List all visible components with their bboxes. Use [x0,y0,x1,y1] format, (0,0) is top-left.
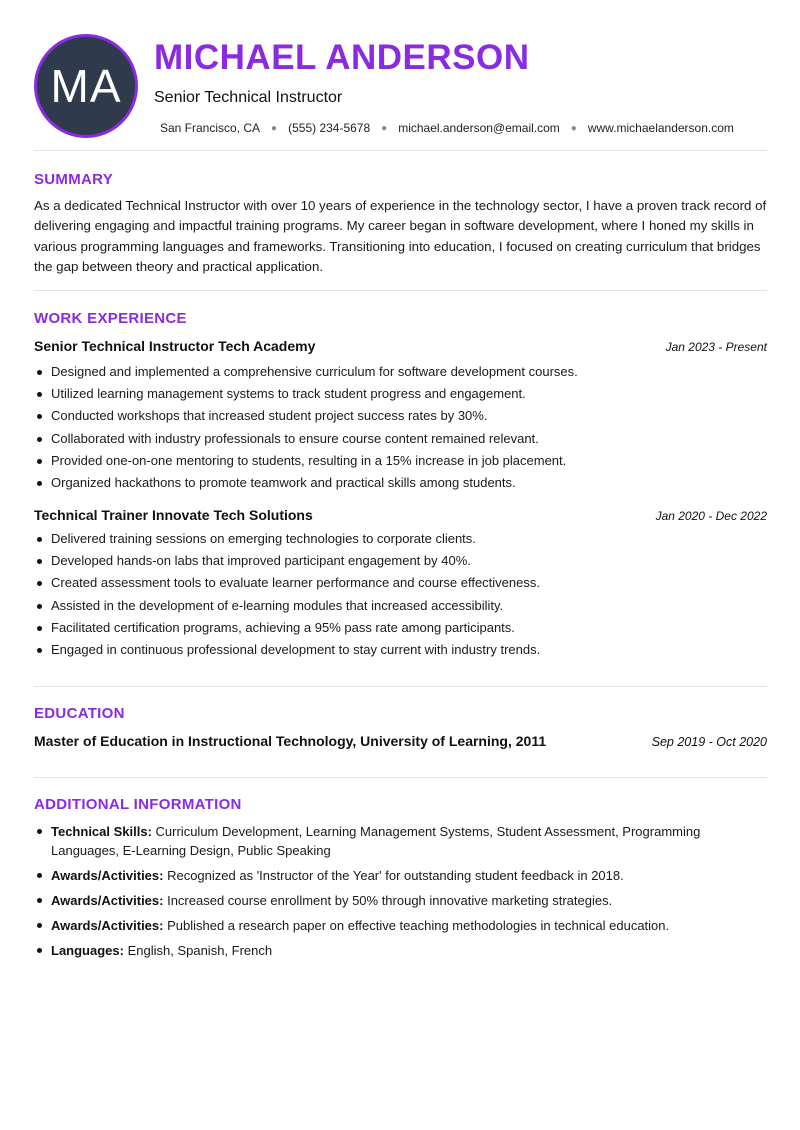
job-title: Technical Trainer Innovate Tech Solutions [34,507,313,523]
item-text: Increased course enrollment by 50% through innovative marketing strategies. [163,893,613,908]
work-experience-heading: WORK EXPERIENCE [34,310,187,327]
item-text: Curriculum Development, Learning Management Systems, Student Assessment, Programming Languages, E-Learning Design, Public Speaking [51,824,701,858]
education-entry [34,733,767,749]
item-label: Languages: [51,943,124,958]
item-label: Awards/Activities: [51,893,164,908]
list-item: Utilized learning management systems to track student progress and engagement. [34,383,767,405]
dot-separator-icon: ● [271,122,278,134]
contact-email[interactable]: michael.anderson@email.com [398,121,560,135]
education-heading: EDUCATION [34,705,125,722]
dot-separator-icon: ● [570,122,577,134]
summary-text: As a dedicated Technical Instructor with over 10 years of experience in the technology sector, I have a proven track record of delivering engaging and impactful training programs. My career began in software development, where I honed my skills in various programming languages and frameworks. Transitioning into education, I focused on creating curriculum that bridges the gap between theory and practical application. [34,198,767,274]
item-label: Awards/Activities: [51,918,164,933]
item-text: English, Spanish, French [123,943,273,958]
candidate-title: Senior Technical Instructor [154,89,343,106]
list-item: Facilitated certification programs, achieving a 95% pass rate among participants. [34,617,767,639]
avatar-initials: MA [50,60,122,112]
summary-heading: SUMMARY [34,171,114,188]
list-item [34,866,734,885]
list-item: Developed hands-on labs that improved participant engagement by 40%. [34,550,767,572]
additional-info-list [34,822,734,966]
job-bullets [34,528,767,661]
list-item: Provided one-on-one mentoring to students, resulting in a 15% increase in job placement. [34,450,767,472]
list-item: Organized hackathons to promote teamwork and practical skills among students. [34,472,767,494]
list-item [34,916,734,935]
contact-website[interactable]: www.michaelanderson.com [587,121,734,135]
education-degree: Master of Education in Instructional Technology, University of Learning, 2011 [34,733,547,749]
list-item: Created assessment tools to evaluate learner performance and course effectiveness. [34,572,767,594]
additional-info-heading: ADDITIONAL INFORMATION [34,796,242,813]
item-label: Technical Skills: [51,824,152,839]
contact-location: San Francisco, CA [160,121,261,135]
list-item: Engaged in continuous professional development to stay current with industry trends. [34,639,767,661]
list-item [34,822,734,860]
list-item: Conducted workshops that increased student project success rates by 30%. [34,405,767,427]
education-dates: Sep 2019 - Oct 2020 [651,735,767,749]
dot-separator-icon: ● [381,122,388,134]
contact-phone: (555) 234-5678 [288,121,371,135]
job-header [34,338,767,354]
item-label: Awards/Activities: [51,868,164,883]
item-text: Published a research paper on effective teaching methodologies in technical education. [163,918,670,933]
list-item [34,941,734,960]
candidate-name: MICHAEL ANDERSON [154,38,530,77]
section-divider [34,777,767,778]
list-item: Designed and implemented a comprehensive curriculum for software development courses. [34,361,767,383]
job-dates: Jan 2020 - Dec 2022 [655,509,767,523]
avatar [34,34,138,138]
item-text: Recognized as 'Instructor of the Year' for outstanding student feedback in 2018. [163,868,624,883]
list-item: Delivered training sessions on emerging technologies to corporate clients. [34,528,767,550]
job-dates: Jan 2023 - Present [665,340,767,354]
job-bullets [34,361,767,494]
section-divider [34,290,767,291]
contact-bar [160,121,734,135]
list-item: Assisted in the development of e-learning modules that increased accessibility. [34,595,767,617]
job-title: Senior Technical Instructor Tech Academy [34,338,316,354]
section-divider [34,686,767,687]
section-divider [34,150,767,151]
job-header [34,507,767,523]
list-item: Collaborated with industry professionals to ensure course content remained relevant. [34,428,767,450]
list-item [34,891,734,910]
